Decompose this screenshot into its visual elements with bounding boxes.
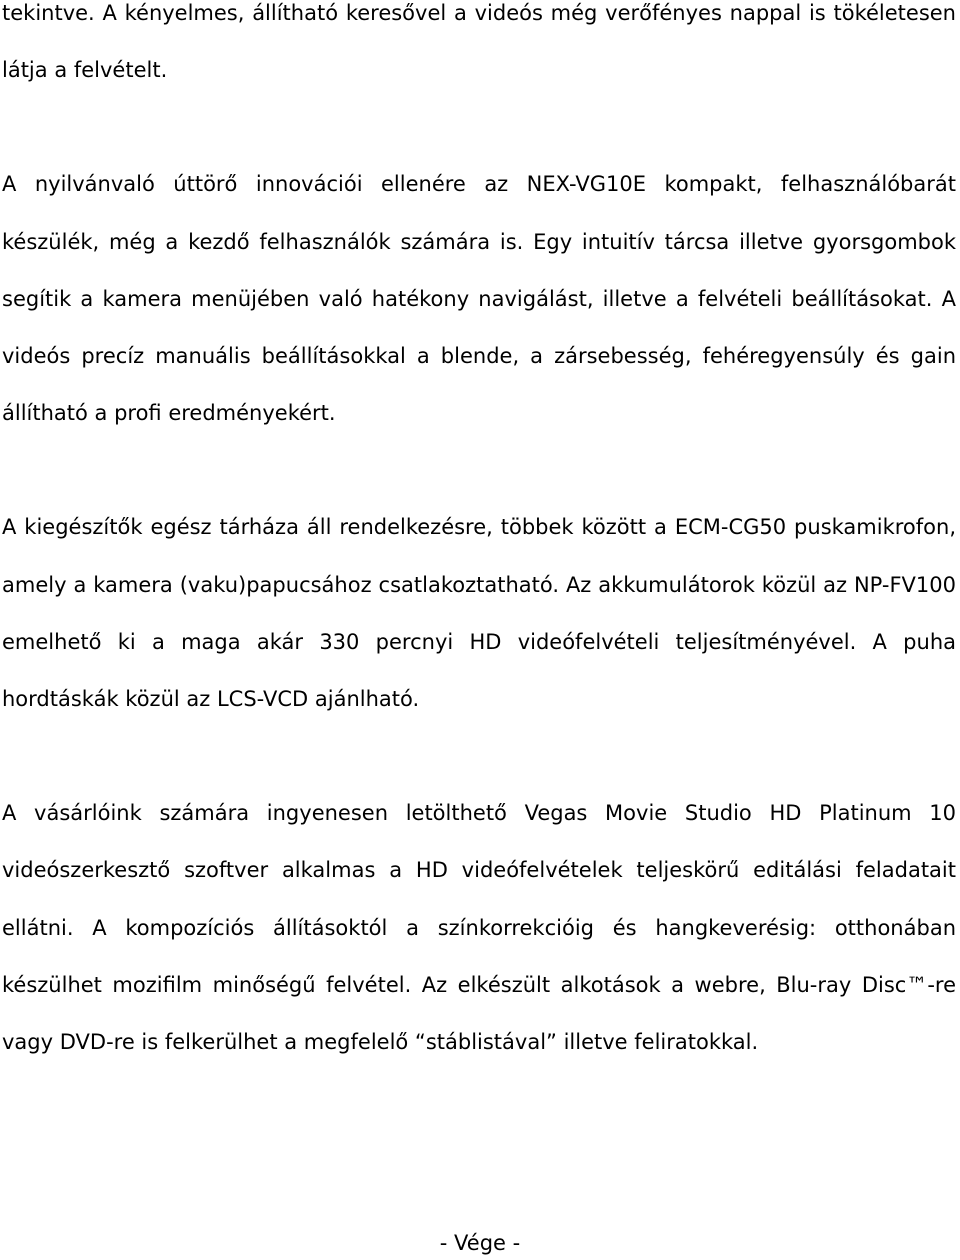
paragraph-spacer — [2, 728, 956, 785]
paragraph-1: tekintve. A kényelmes, állítható keresővel a videós még verőfényes nappal is tökéletesen látja a felvételt. — [2, 1, 956, 83]
document-body — [2, 0, 956, 1071]
document-footer: - Vége - — [439, 1231, 521, 1255]
paragraph-3: A kiegészítők egész tárháza áll rendelkezésre, többek között a ECM-CG50 puskamikrofon, amely a kamera (vaku)papucsához csatlakoztatható. Az akkumulátorok közül az NP-FV100 emelhető ki a maga akár 330 percnyi HD videófelvételi teljesítményével. A puha hordtáskák közül az LCS-VCD ajánlható. — [2, 515, 956, 712]
paragraph-4: A vásárlóink számára ingyenesen letölthető Vegas Movie Studio HD Platinum 10 videószerkesztő szoftver alkalmas a HD videófelvételek teljeskörű editálási feladatait ellátni. A kompozíciós állításoktól a színkorrekcióig és hangkeverésig: otthonában készülhet mozifilm minőségű felvétel. Az elkészült alkotások a webre, Blu-ray Disc™-re vagy DVD-re is felkerülhet a megfelelő “stáblistával” illetve feliratokkal. — [2, 801, 956, 1055]
paragraph-2: A nyilvánvaló úttörő innovációi ellenére az NEX-VG10E kompakt, felhasználóbarát készülék, még a kezdő felhasználók számára is. Egy intuitív tárcsa illetve gyorsgombok segítik a kamera menüjében való hatékony navigálást, illetve a felvételi beállításokat. A videós precíz manuális beállításokkal a blende, a zársebesség, fehéregyensúly és gain állítható a profi eredményekért. — [2, 172, 956, 426]
paragraph-spacer — [2, 99, 956, 156]
paragraph-spacer — [2, 442, 956, 499]
